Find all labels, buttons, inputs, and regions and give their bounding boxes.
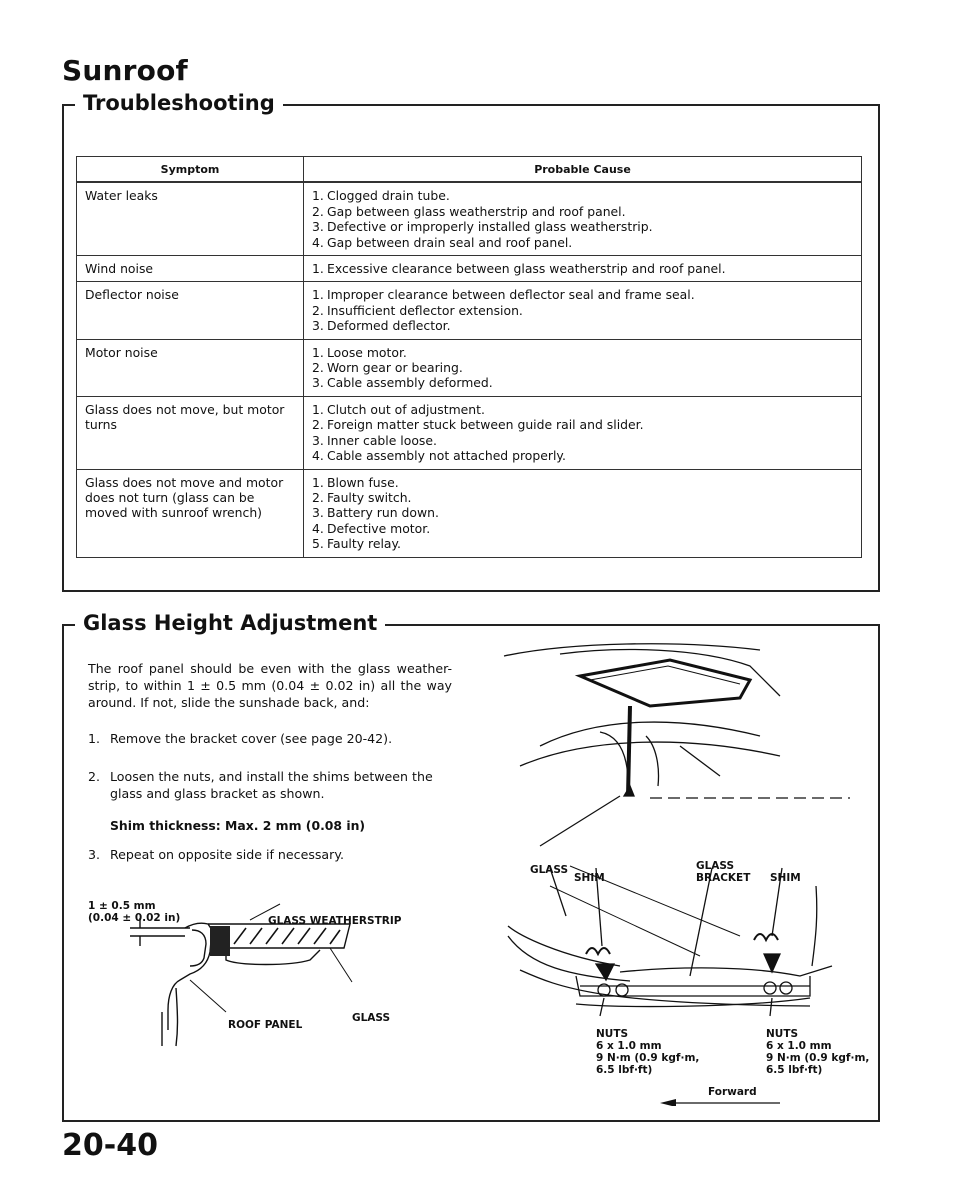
cause-item	[312, 287, 853, 302]
cause-item	[312, 402, 853, 417]
cause-text: Cable assembly deformed.	[327, 375, 493, 391]
cause-text: Clogged drain tube.	[327, 188, 450, 204]
cause-item	[312, 303, 853, 318]
cause-number: 1.	[312, 474, 324, 490]
gap-spec-mm: 1 ± 0.5 mm	[88, 900, 156, 912]
step-3	[88, 846, 452, 863]
cause-list	[312, 402, 853, 464]
table-row	[77, 396, 862, 469]
cause-number: 3.	[312, 318, 324, 334]
cause-number: 2.	[312, 417, 324, 433]
cause-number: 2.	[312, 302, 324, 318]
probable-cause-cell	[304, 182, 862, 255]
symptom-cell: Deflector noise	[77, 282, 304, 339]
cause-list	[312, 345, 853, 391]
glass-weatherstrip-label: GLASS WEATHERSTRIP	[268, 915, 402, 927]
nuts-spec-left	[596, 1028, 699, 1076]
nuts-size: 6 x 1.0 mm	[766, 1040, 832, 1052]
cause-item	[312, 417, 853, 432]
cause-number: 1.	[312, 344, 324, 360]
step-number: 3.	[88, 847, 101, 862]
nuts-torque-imperial: 6.5 lbf·ft)	[766, 1064, 823, 1076]
cause-item	[312, 235, 853, 250]
cause-text: Insufficient deflector extension.	[327, 302, 523, 318]
shim-label-left: SHIM	[574, 872, 605, 884]
page-number: 20-40	[62, 1128, 158, 1163]
gap-spec-in: (0.04 ± 0.02 in)	[88, 912, 181, 924]
cause-item	[312, 448, 853, 463]
cause-number: 1.	[312, 287, 324, 303]
nuts-torque: 9 N·m (0.9 kgf·m,	[596, 1052, 700, 1064]
cause-number: 1.	[312, 401, 324, 417]
table-row	[77, 339, 862, 396]
shim-label-right: SHIM	[770, 872, 801, 884]
symptom-cell: Motor noise	[77, 339, 304, 396]
cause-number: 4.	[312, 448, 324, 464]
cause-text: Blown fuse.	[327, 474, 399, 490]
intro-paragraph: The roof panel should be even with the glass weather-strip, to within 1 ± 0.5 mm (0.04 ± 0.02 in) all the way around. If not, slide the sunshade back, and:	[88, 661, 452, 710]
cause-item	[312, 219, 853, 234]
cause-text: Foreign matter stuck between guide rail and slider.	[327, 417, 644, 433]
cause-text: Defective motor.	[327, 520, 431, 536]
cause-number: 4.	[312, 520, 324, 536]
shim-thickness-spec: Shim thickness: Max. 2 mm (0.08 in)	[110, 818, 366, 833]
roof-panel-label: ROOF PANEL	[228, 1019, 303, 1031]
cause-number: 1.	[312, 188, 324, 204]
probable-cause-cell	[304, 256, 862, 282]
cause-item	[312, 490, 853, 505]
cause-item	[312, 375, 853, 390]
step-text: Remove the bracket cover (see page 20-42).	[110, 731, 393, 746]
probable-cause-cell	[304, 396, 862, 469]
cause-text: Inner cable loose.	[327, 432, 437, 448]
table-row	[77, 256, 862, 282]
cause-number: 4.	[312, 234, 324, 250]
step-text: Repeat on opposite side if necessary.	[110, 847, 344, 862]
cause-number: 3.	[312, 432, 324, 448]
cause-list	[312, 188, 853, 250]
cause-text: Battery run down.	[327, 505, 439, 521]
gap-spec-label	[88, 900, 180, 924]
table-row	[77, 182, 862, 255]
probable-cause-cell	[304, 469, 862, 557]
cause-item	[312, 433, 853, 448]
cause-text: Gap between drain seal and roof panel.	[327, 234, 573, 250]
nuts-label: NUTS	[596, 1028, 629, 1040]
cause-number: 2.	[312, 203, 324, 219]
column-header-symptom: Symptom	[77, 157, 304, 183]
cause-text: Faulty relay.	[327, 536, 401, 552]
cause-text: Excessive clearance between glass weatherstrip and roof panel.	[327, 261, 726, 277]
probable-cause-cell	[304, 339, 862, 396]
table-row	[77, 469, 862, 557]
cause-list	[312, 287, 853, 333]
nuts-torque-imperial: 6.5 lbf·ft)	[596, 1064, 653, 1076]
cause-text: Worn gear or bearing.	[327, 360, 463, 376]
step-1	[88, 730, 452, 747]
table-row	[77, 282, 862, 339]
step-2	[88, 768, 452, 802]
cause-item	[312, 360, 853, 375]
cause-item	[312, 318, 853, 333]
cause-number: 2.	[312, 489, 324, 505]
column-header-probable-cause: Probable Cause	[304, 157, 862, 183]
cause-text: Cable assembly not attached properly.	[327, 448, 566, 464]
cause-list	[312, 261, 853, 276]
symptom-cell: Glass does not move, but motor turns	[77, 396, 304, 469]
symptom-cell: Wind noise	[77, 256, 304, 282]
cause-item	[312, 521, 853, 536]
glass-label-right: GLASS	[530, 864, 569, 876]
cause-item	[312, 536, 853, 551]
cause-text: Clutch out of adjustment.	[327, 401, 485, 417]
cause-text: Defective or improperly installed glass weatherstrip.	[327, 219, 653, 235]
cause-item	[312, 261, 853, 276]
cause-text: Improper clearance between deflector seal and frame seal.	[327, 287, 695, 303]
troubleshooting-heading: Troubleshooting	[75, 90, 283, 116]
cause-number: 1.	[312, 261, 324, 277]
troubleshooting-table	[76, 156, 862, 558]
nuts-label: NUTS	[766, 1028, 799, 1040]
nuts-spec-right	[766, 1028, 869, 1076]
cause-item	[312, 204, 853, 219]
cause-text: Gap between glass weatherstrip and roof panel.	[327, 203, 626, 219]
cause-item	[312, 188, 853, 203]
symptom-cell: Water leaks	[77, 182, 304, 255]
glass-bracket-label	[696, 860, 750, 884]
glass-bracket-line2: BRACKET	[696, 872, 751, 884]
cause-number: 3.	[312, 219, 324, 235]
forward-label: Forward	[708, 1086, 757, 1098]
cause-item	[312, 345, 853, 360]
cause-item	[312, 475, 853, 490]
glass-label-left: GLASS	[352, 1012, 391, 1024]
glass-bracket-line1: GLASS	[696, 860, 735, 872]
nuts-size: 6 x 1.0 mm	[596, 1040, 662, 1052]
cause-text: Loose motor.	[327, 344, 407, 360]
cause-text: Deformed deflector.	[327, 318, 451, 334]
symptom-cell: Glass does not move and motor does not turn (glass can be moved with sunroof wrench)	[77, 469, 304, 557]
cause-text: Faulty switch.	[327, 489, 412, 505]
troubleshooting-rows	[77, 182, 862, 557]
step-number: 1.	[88, 731, 101, 746]
nuts-torque: 9 N·m (0.9 kgf·m,	[766, 1052, 870, 1064]
glass-height-adjustment-heading: Glass Height Adjustment	[75, 610, 385, 636]
probable-cause-cell	[304, 282, 862, 339]
step-text: Loosen the nuts, and install the shims between the glass and glass bracket as shown.	[110, 769, 433, 801]
page-title: Sunroof	[62, 54, 188, 87]
cause-number: 3.	[312, 505, 324, 521]
cause-list	[312, 475, 853, 552]
cause-number: 3.	[312, 375, 324, 391]
cause-item	[312, 505, 853, 520]
step-number: 2.	[88, 769, 101, 784]
cause-number: 2.	[312, 360, 324, 376]
cause-number: 5.	[312, 536, 324, 552]
